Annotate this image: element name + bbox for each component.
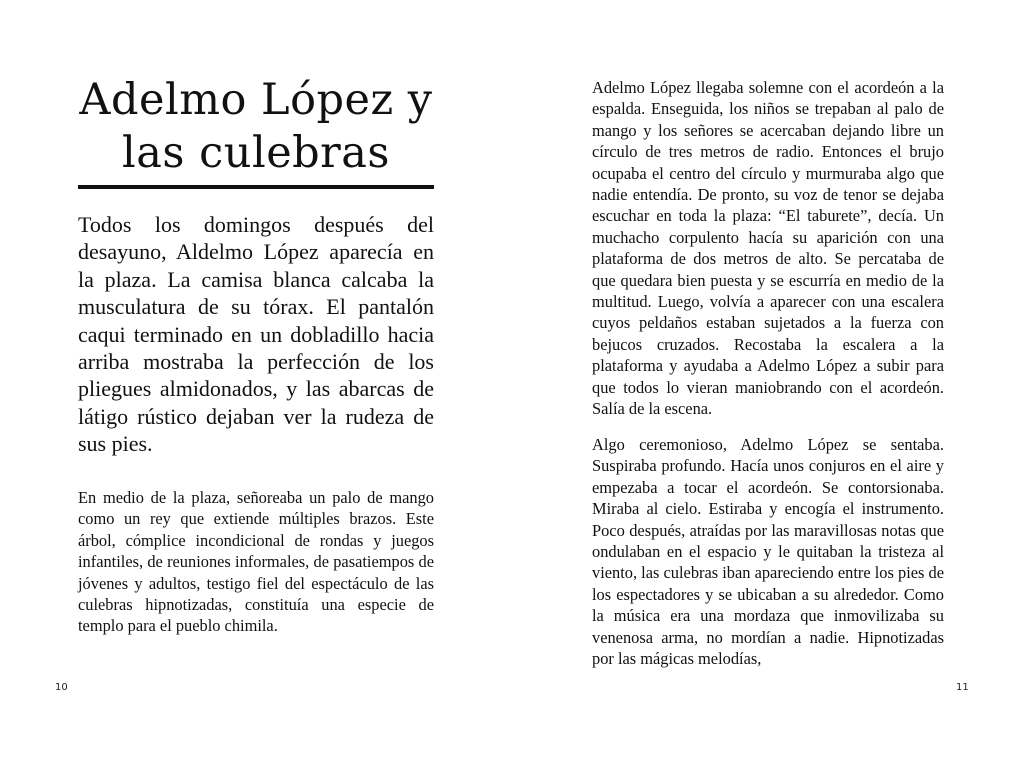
right-page bbox=[512, 0, 1024, 768]
chapter-title: Adelmo López y las culebras bbox=[79, 75, 433, 178]
body-paragraph-left: En medio de la plaza, señoreaba un palo de mango como un rey que extiende múltiples brazos. Este árbol, cómplice incondicional de rondas y juegos infantiles, de reuniones informales, de pasatiempos de jóvenes y adultos, testigo fiel del espectáculo de las culebras hipnotizadas, constituía una especie de templo para el pueblo chimila. bbox=[78, 488, 434, 636]
page-number-left: 10 bbox=[55, 682, 68, 693]
body-paragraph-right-1: Adelmo López llegaba solemne con el acordeón a la espalda. Enseguida, los niños se trepaban al palo de mango y los señores se acercaban dejando libre un círculo de tres metros de radio. Entonces el brujo ocupaba el centro del círculo y murmuraba algo que nadie entendía. De pronto, su voz de tenor se dejaba escuchar en toda la plaza: “El taburete”, decía. Un muchacho corpulento hacía su aparición con una plataforma de dos metros de alto. Se percataba de que quedara bien puesta y se escurría en medio de la multitud. Luego, volvía a aparecer con una escalera cuyos peldaños estaban sujetados a la fuerza con bejucos cruzados. Recostaba la escalera a la plataforma y ayudaba a Adelmo López a subir para que todos lo vieran maniobrando con el acordeón. Salía de la escena. bbox=[592, 78, 944, 419]
body-paragraph-right-2: Algo ceremonioso, Adelmo López se sentaba. Suspiraba profundo. Hacía unos conjuros en el aire y empezaba a tocar el acordeón. Se contorsionaba. Miraba al cielo. Estiraba y encogía el instrumento. Poco después, atraídas por las maravillosas notas que ondulaban en el espacio y le quitaban la tristeza al viento, las culebras iban apareciendo entre los pies de los espectadores y se ubicaban a su alrededor. Como la música era una mordaza que inmovilizaba su venenosa arma, no mordían a nadie. Hipnotizadas por las mágicas melodías, bbox=[592, 435, 944, 669]
intro-paragraph: Todos los domingos después del desayuno, Aldelmo López aparecía en la plaza. La camisa blanca calcaba la musculatura de su tórax. El pantalón caqui terminado en un dobladillo hacia arriba mostraba la perfección de los pliegues almidonados, y las abarcas de látigo rústico dejaban ver la rudeza de sus pies. bbox=[78, 212, 434, 457]
page-number-right: 11 bbox=[956, 682, 969, 693]
title-underline-rule bbox=[78, 185, 434, 189]
